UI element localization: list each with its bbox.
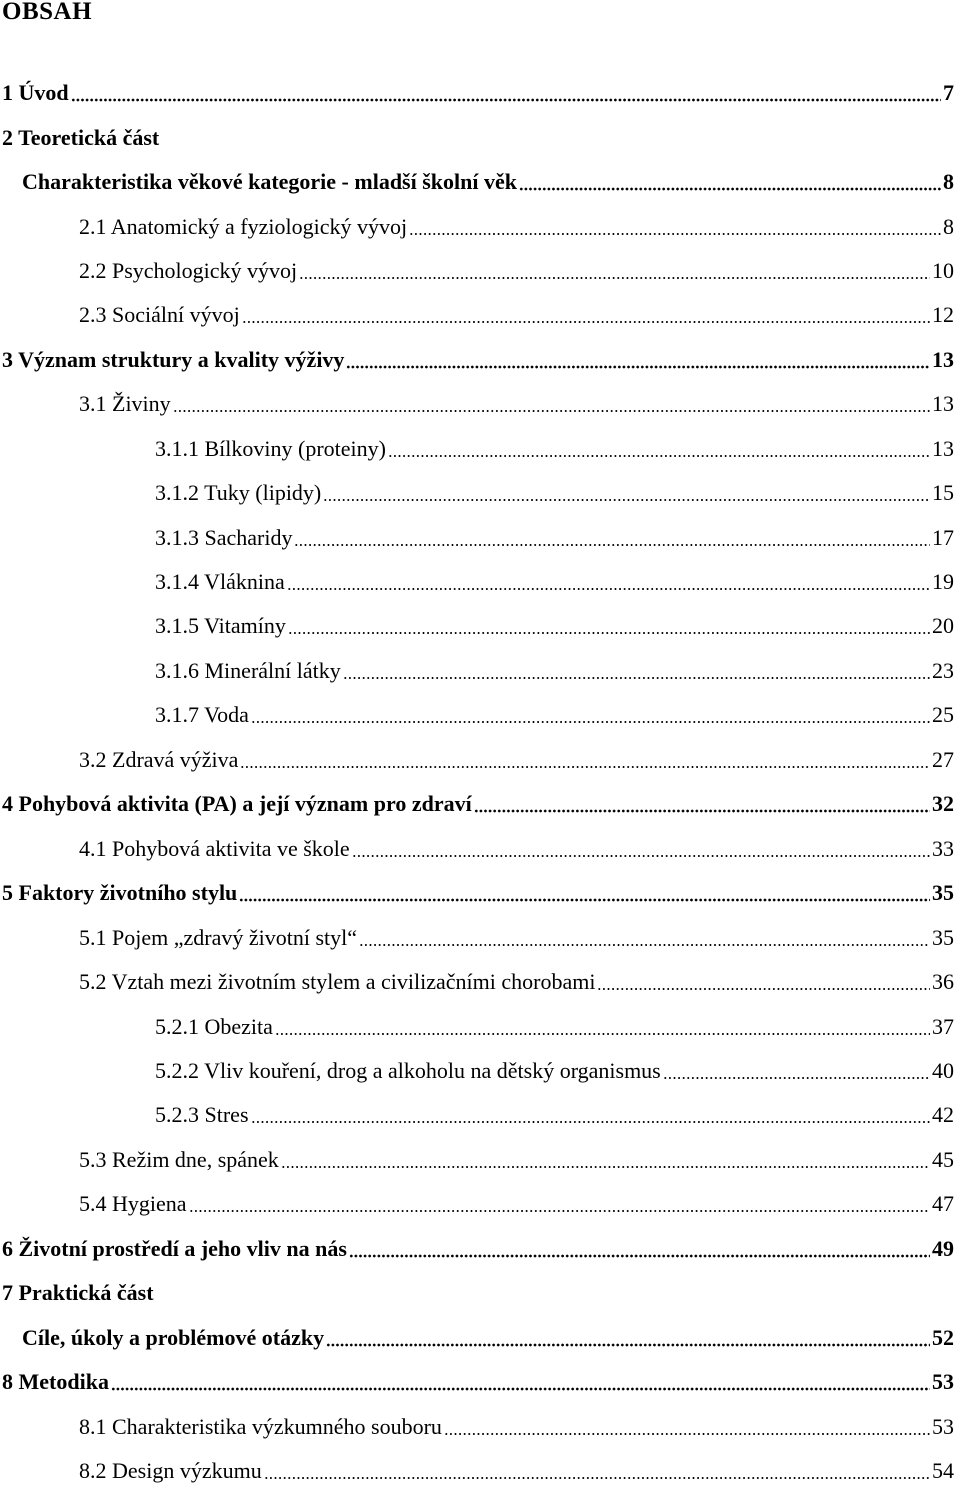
toc-entry-label: 8.1 Charakteristika výzkumného souboru [79, 1414, 442, 1439]
toc-entry-page-number: 33 [932, 836, 954, 861]
toc-entry-label: 3.1.6 Minerální látky [155, 658, 341, 683]
page-title: OBSAH [2, 0, 93, 25]
toc-entry-page-number: 17 [932, 525, 954, 550]
dot-leader [288, 631, 930, 635]
toc-entry-page-number: 13 [932, 436, 954, 461]
dot-leader [359, 943, 930, 947]
dot-leader [474, 809, 930, 813]
toc-entry-page-number: 35 [932, 925, 954, 950]
dot-leader [251, 1120, 931, 1124]
dot-leader [597, 987, 930, 991]
toc-entry-page-number: 13 [932, 347, 954, 372]
toc-entry-page-number: 53 [932, 1414, 954, 1439]
toc-entry-label: 2.1 Anatomický a fyziologický vývoj [79, 214, 408, 239]
toc-entry-label: 2.3 Sociální vývoj [79, 302, 240, 327]
toc-entry[interactable] [0, 654, 954, 684]
toc-entry-label: 5.4 Hygiena [79, 1191, 187, 1216]
toc-entry-label: Charakteristika věkové kategorie - mladší školní věk [22, 169, 517, 194]
toc-entry[interactable] [0, 121, 954, 151]
toc-entry-page-number: 10 [932, 258, 954, 283]
dot-leader [173, 409, 930, 413]
toc-entry-page-number: 53 [932, 1369, 954, 1394]
dot-leader [349, 1254, 930, 1258]
toc-entry-page-number: 7 [943, 80, 954, 105]
toc-entry-page-number: 8 [943, 214, 954, 239]
toc-entry-label: 3.2 Zdravá výživa [79, 747, 239, 772]
toc-entry-page-number: 15 [932, 480, 954, 505]
dot-leader [299, 276, 930, 280]
toc-entry-label: 3.1 Živiny [79, 391, 171, 416]
toc-entry-page-number: 37 [932, 1014, 954, 1039]
toc-entry[interactable] [0, 1276, 954, 1306]
toc-entry[interactable] [0, 1098, 954, 1128]
toc-entry-label: 3.1.7 Voda [155, 702, 249, 727]
toc-entry-label: 3 Význam struktury a kvality výživy [2, 347, 345, 372]
toc-entry[interactable] [0, 609, 954, 639]
toc-entry-label: 6 Životní prostředí a jeho vliv na nás [2, 1236, 347, 1261]
dot-leader [663, 1076, 930, 1080]
toc-entry-page-number: 40 [932, 1058, 954, 1083]
toc-entry-page-number: 8 [943, 169, 954, 194]
toc-entry[interactable] [0, 876, 954, 906]
toc-entry-label: 5.3 Režim dne, spánek [79, 1147, 279, 1172]
toc-entry-page-number: 20 [932, 613, 954, 638]
dot-leader [444, 1432, 930, 1436]
toc-entry[interactable] [0, 1187, 954, 1217]
toc-entry-label: 4.1 Pohybová aktivita ve škole [79, 836, 350, 861]
dot-leader [275, 1032, 930, 1036]
toc-entry-page-number: 12 [932, 302, 954, 327]
dot-leader [287, 587, 930, 591]
toc-entry[interactable] [0, 832, 954, 862]
toc-entry-label: 7 Praktická část [2, 1280, 154, 1305]
toc-entry-label: 5 Faktory životního stylu [2, 880, 238, 905]
toc-entry-page-number: 32 [932, 791, 954, 816]
toc-entry-page-number: 23 [932, 658, 954, 683]
toc-entry[interactable] [0, 1010, 954, 1040]
toc-entry-label: 2.2 Psychologický vývoj [79, 258, 298, 283]
toc-entry[interactable] [0, 1143, 954, 1173]
dot-leader [519, 187, 941, 191]
toc-entry-label: 1 Úvod [2, 80, 69, 105]
toc-entry-label: 3.1.5 Vitamíny [155, 613, 286, 638]
dot-leader [388, 454, 930, 458]
toc-entry[interactable] [0, 1410, 954, 1440]
toc-entry-page-number: 52 [932, 1325, 954, 1350]
dot-leader [71, 98, 941, 102]
toc-entry[interactable] [0, 432, 954, 462]
toc-entry[interactable] [0, 1365, 954, 1395]
dot-leader [409, 232, 941, 236]
dot-leader [111, 1387, 930, 1391]
toc-entry-page-number: 19 [932, 569, 954, 594]
toc-entry[interactable] [0, 387, 954, 417]
toc-entry[interactable] [0, 76, 954, 106]
toc-entry-page-number: 45 [932, 1147, 954, 1172]
dot-leader [189, 1209, 930, 1213]
toc-entry-label: 8 Metodika [2, 1369, 109, 1394]
toc-entry[interactable] [0, 210, 954, 240]
toc-entry[interactable] [0, 698, 954, 728]
dot-leader [346, 365, 930, 369]
dot-leader [326, 1343, 930, 1347]
toc-entry[interactable] [0, 1054, 954, 1084]
toc-entry-label: 5.2.2 Vliv kouření, drog a alkoholu na dětský organismus [155, 1058, 661, 1083]
toc-entry[interactable] [0, 787, 954, 817]
toc-entry-label: 5.2.1 Obezita [155, 1014, 273, 1039]
dot-leader [294, 543, 930, 547]
dot-leader [264, 1476, 930, 1480]
toc-entry-page-number: 27 [932, 747, 954, 772]
dot-leader [239, 898, 930, 902]
toc-entry[interactable] [0, 1454, 954, 1484]
toc-entry-page-number: 47 [932, 1191, 954, 1216]
dot-leader [251, 720, 930, 724]
toc-entry-page-number: 54 [932, 1458, 954, 1483]
dot-leader [343, 676, 930, 680]
toc-entry-page-number: 42 [932, 1102, 954, 1127]
toc-entry-label: 3.1.4 Vláknina [155, 569, 285, 594]
dot-leader [323, 498, 930, 502]
toc-entry[interactable] [0, 565, 954, 595]
toc-entry[interactable] [0, 165, 954, 195]
toc-entry-label: Cíle, úkoly a problémové otázky [22, 1325, 325, 1350]
toc-entry-label: 8.2 Design výzkumu [79, 1458, 262, 1483]
dot-leader [352, 854, 930, 858]
toc-entry[interactable] [0, 921, 954, 951]
toc-entry-label: 3.1.3 Sacharidy [155, 525, 293, 550]
toc-entry-label: 4 Pohybová aktivita (PA) a její význam pro zdraví [2, 791, 472, 816]
toc-entry[interactable] [0, 476, 954, 506]
dot-leader [281, 1165, 930, 1169]
toc-entry-page-number: 36 [932, 969, 954, 994]
toc-entry[interactable] [0, 298, 954, 328]
toc-entry[interactable] [0, 254, 954, 284]
toc-entry[interactable] [0, 343, 954, 373]
toc-entry-label: 2 Teoretická část [2, 125, 160, 150]
toc-entry[interactable] [0, 1321, 954, 1351]
toc-entry[interactable] [0, 965, 954, 995]
toc-entry-page-number: 13 [932, 391, 954, 416]
toc-entry-page-number: 25 [932, 702, 954, 727]
toc-entry[interactable] [0, 743, 954, 773]
toc-entry-label: 3.1.2 Tuky (lipidy) [155, 480, 322, 505]
toc-entry-label: 3.1.1 Bílkoviny (proteiny) [155, 436, 386, 461]
toc-entry-label: 5.2.3 Stres [155, 1102, 249, 1127]
toc-entry-page-number: 49 [932, 1236, 954, 1261]
dot-leader [242, 320, 930, 324]
toc-entry-label: 5.2 Vztah mezi životním stylem a civilizačními chorobami [79, 969, 596, 994]
toc-entry-page-number: 35 [932, 880, 954, 905]
dot-leader [240, 765, 930, 769]
toc-entry-label: 5.1 Pojem „zdravý životní styl“ [79, 925, 357, 950]
toc-entry[interactable] [0, 521, 954, 551]
toc-entry[interactable] [0, 1232, 954, 1262]
